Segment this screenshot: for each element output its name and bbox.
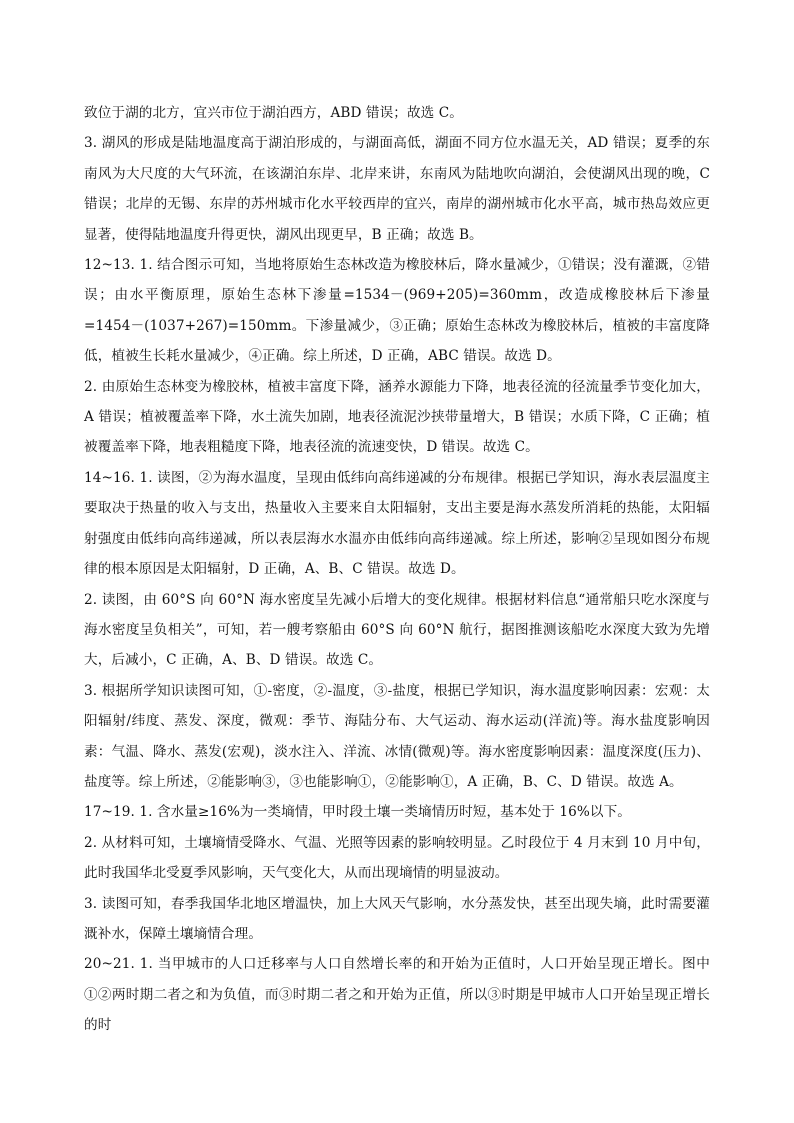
paragraph-q17-19-part1: 17~19. 1. 含水量≥16%为一类墒情，甲时段土壤一类墒情历时短，基本处于 16%以下。 <box>84 804 631 821</box>
paragraph-q3-lake-wind: 3. 湖风的形成是陆地温度高于湖泊形成的，与湖面高低，湖面不同方位水温无关，AD 错误；夏季的东南风为大尺度的大气环流，在该湖泊东岸、北岸来讲，东南风为陆地吹向湖泊，会使湖风出现的晚，C 错误；北岸的无锡、东岸的苏州城市化水平较西岸的宜兴，南岸的湖州城市化水平高，城市热岛效应更显著，使得陆地温度升得更快，湖风出现更早，B 正确；故选 B。 <box>84 135 710 243</box>
paragraph-q17-19-part3: 3. 读图可知，春季我国华北地区增温快，加上大风天气影响，水分蒸发快，甚至出现失墒，此时需要灌溉补水，保障土壤墒情合理。 <box>84 895 710 942</box>
paragraph-q14-16-part3: 3. 根据所学知识读图可知，①-密度，②-温度，③-盐度，根据已学知识，海水温度影响因素：宏观：太阳辐射/纬度、蒸发、深度，微观：季节、海陆分布、大气运动、海水运动(洋流)等。海水盐度影响因素：气温、降水、蒸发(宏观)，淡水注入、洋流、冰情(微观)等。海水密度影响因素：温度深度(压力)、盐度等。综上所述，②能影响③，③也能影响①，②能影响①，A 正确，B、C、D 错误。故选 A。 <box>84 682 710 790</box>
paragraph-q17-19-part2: 2. 从材料可知，土壤墒情受降水、气温、光照等因素的影响较明显。乙时段位于 4 月末到 10 月中旬，此时我国华北受夏季风影响，天气变化大，从而出现墒情的明显波动。 <box>84 834 710 882</box>
paragraph-q14-16-part1: 14~16. 1. 读图，②为海水温度，呈现由低纬向高纬递减的分布规律。根据已学知识，海水表层温度主要取决于热量的收入与支出，热量收入主要来自太阳辐射，支出主要是海水蒸发所消耗的热能，太阳辐射强度由低纬向高纬递减，所以表层海水水温亦由低纬向高纬递减。综上所述，影响②呈现如图分布规律的根本原因是太阳辐射，D 正确，A、B、C 错误。故选 D。 <box>84 469 710 578</box>
paragraph-continuation: 致位于湖的北方，宜兴市位于湖泊西方，ABD 错误；故选 C。 <box>84 105 463 121</box>
paragraph-q12-13-part1: 12~13. 1. 结合图示可知，当地将原始生态林改造为橡胶林后，降水量减少，①错误；没有灌溉，②错误；由水平衡原理，原始生态林下渗量=1534－(969+205)=360mm，改造成橡胶林后下渗量=1454－(1037+267)=150mm。下渗量减少，③正确；原始生态林改为橡胶林后，植被的丰富度降低，植被生长耗水量减少，④正确。综上所述，D 正确，ABC 错误。故选 D。 <box>84 257 710 365</box>
paragraph-q20-21-part1: 20~21. 1. 当甲城市的人口迁移率与人口自然增长率的和开始为正值时，人口开始呈现正增长。图中①②两时期二者之和为负值，而③时期二者之和开始为正值，所以③时期是甲城市人口开始呈现正增长的时 <box>84 956 710 1034</box>
paragraph-q14-16-part2: 2. 读图，由 60°S 向 60°N 海水密度呈先减小后增大的变化规律。根据材料信息“通常船只吃水深度与海水密度呈负相关”，可知，若一艘考察船由 60°S 向 60°N 航行，据图推测该船吃水深度大致为先增大，后减小，C 正确，A、B、D 错误。故选 C。 <box>84 591 710 669</box>
paragraph-q12-13-part2: 2. 由原始生态林变为橡胶林，植被丰富度下降，涵养水源能力下降，地表径流的径流量季节变化加大，A 错误；植被覆盖率下降，水土流失加剧，地表径流泥沙挟带量增大，B 错误；水质下降，C 正确；植被覆盖率下降，地表粗糙度下降，地表径流的流速变快，D 错误。故选 C。 <box>84 378 710 456</box>
